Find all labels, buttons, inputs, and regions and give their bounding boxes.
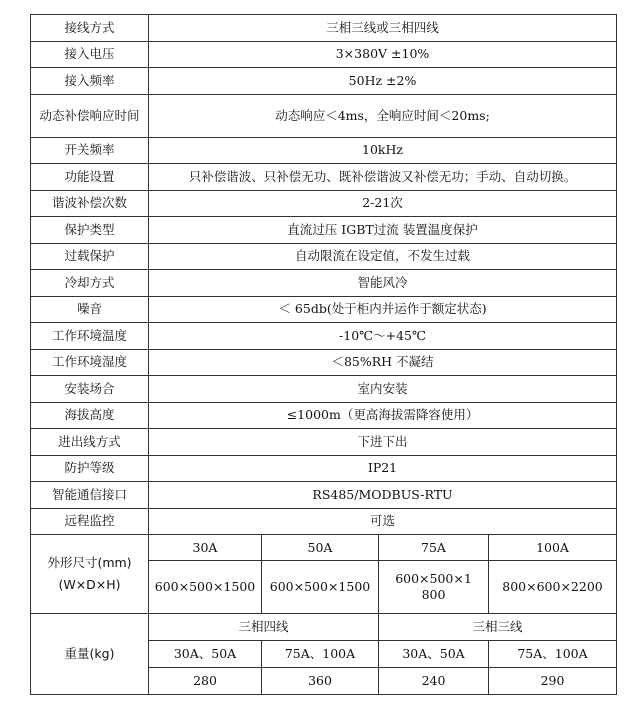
row-value-cable-entry: 下进下出 xyxy=(149,429,617,456)
table-row xyxy=(31,323,617,350)
table-row xyxy=(31,508,617,535)
row-value-switching-frequency: 10kHz xyxy=(149,137,617,164)
table-row xyxy=(31,455,617,482)
row-label-altitude: 海拔高度 xyxy=(31,402,149,429)
row-label-harmonic-order: 谐波补偿次数 xyxy=(31,190,149,217)
row-label-protection: 保护类型 xyxy=(31,217,149,244)
table-row xyxy=(31,137,617,164)
row-value-temperature: -10℃～+45℃ xyxy=(149,323,617,350)
row-value-protection: 直流过压 IGBT过流 装置温度保护 xyxy=(149,217,617,244)
dimensions-value: 600×500×1500 xyxy=(149,561,262,614)
dimensions-header: 30A xyxy=(149,535,262,561)
table-row xyxy=(31,429,617,456)
weight-label: 重量(kg) xyxy=(31,614,149,695)
dimensions-value: 800×600×2200 xyxy=(489,561,617,614)
table-row xyxy=(31,190,617,217)
row-value-function: 只补偿谐波、只补偿无功、既补偿谐波又补偿无功；手动、自动切换。 xyxy=(149,164,617,191)
row-label-overload: 过载保护 xyxy=(31,243,149,270)
row-value-overload: 自动限流在设定值，不发生过载 xyxy=(149,243,617,270)
row-label-comm-interface: 智能通信接口 xyxy=(31,482,149,509)
row-label-installation: 安装场合 xyxy=(31,376,149,403)
table-row xyxy=(31,349,617,376)
weight-group-header: 三相三线 xyxy=(379,614,617,641)
table-row xyxy=(31,614,617,641)
row-label-remote-monitoring: 远程监控 xyxy=(31,508,149,535)
row-label-ip-rating: 防护等级 xyxy=(31,455,149,482)
weight-group-header: 三相四线 xyxy=(149,614,379,641)
table-row xyxy=(31,376,617,403)
row-label-response-time: 动态补偿响应时间 xyxy=(31,94,149,137)
dimensions-value: 600×500×1800 xyxy=(379,561,489,614)
row-value-humidity: ＜85%RH 不凝结 xyxy=(149,349,617,376)
weight-subheader: 30A、50A xyxy=(149,641,262,668)
table-row xyxy=(31,68,617,95)
row-label-switching-frequency: 开关频率 xyxy=(31,137,149,164)
table-row xyxy=(31,243,617,270)
table-row xyxy=(31,535,617,561)
weight-value: 290 xyxy=(489,668,617,695)
table-row xyxy=(31,270,617,297)
row-value-harmonic-order: 2-21次 xyxy=(149,190,617,217)
row-label-cable-entry: 进出线方式 xyxy=(31,429,149,456)
dimensions-header: 75A xyxy=(379,535,489,561)
row-label-function: 功能设置 xyxy=(31,164,149,191)
table-row xyxy=(31,402,617,429)
row-value-comm-interface: RS485/MODBUS-RTU xyxy=(149,482,617,509)
dimensions-label xyxy=(31,535,149,614)
weight-subheader: 75A、100A xyxy=(262,641,379,668)
row-label-humidity: 工作环境湿度 xyxy=(31,349,149,376)
row-value-voltage: 3×380V ±10% xyxy=(149,41,617,68)
weight-value: 240 xyxy=(379,668,489,695)
row-label-wiring: 接线方式 xyxy=(31,15,149,42)
row-value-frequency: 50Hz ±2% xyxy=(149,68,617,95)
table-row xyxy=(31,482,617,509)
row-label-noise: 噪音 xyxy=(31,296,149,323)
dimensions-header: 50A xyxy=(262,535,379,561)
dimensions-value: 600×500×1500 xyxy=(262,561,379,614)
row-value-ip-rating: IP21 xyxy=(149,455,617,482)
spec-table xyxy=(30,14,617,695)
row-value-cooling: 智能风冷 xyxy=(149,270,617,297)
dimensions-label-line2: (W×D×H) xyxy=(58,577,121,592)
table-row xyxy=(31,15,617,42)
weight-value: 360 xyxy=(262,668,379,695)
weight-subheader: 30A、50A xyxy=(379,641,489,668)
row-label-voltage: 接入电压 xyxy=(31,41,149,68)
row-value-installation: 室内安装 xyxy=(149,376,617,403)
row-label-temperature: 工作环境温度 xyxy=(31,323,149,350)
weight-subheader: 75A、100A xyxy=(489,641,617,668)
table-row xyxy=(31,164,617,191)
row-value-remote-monitoring: 可选 xyxy=(149,508,617,535)
table-row xyxy=(31,296,617,323)
row-value-noise: ＜ 65db(处于柜内并运作于额定状态) xyxy=(149,296,617,323)
table-row xyxy=(31,217,617,244)
row-label-frequency: 接入频率 xyxy=(31,68,149,95)
dimensions-label-line1: 外形尺寸(mm) xyxy=(47,555,132,570)
row-value-response-time: 动态响应＜4ms，全响应时间＜20ms; xyxy=(149,94,617,137)
table-row xyxy=(31,94,617,137)
dimensions-header: 100A xyxy=(489,535,617,561)
row-value-altitude: ≤1000m（更高海拔需降容使用） xyxy=(149,402,617,429)
row-value-wiring: 三相三线或三相四线 xyxy=(149,15,617,42)
row-label-cooling: 冷却方式 xyxy=(31,270,149,297)
weight-value: 280 xyxy=(149,668,262,695)
table-row xyxy=(31,41,617,68)
